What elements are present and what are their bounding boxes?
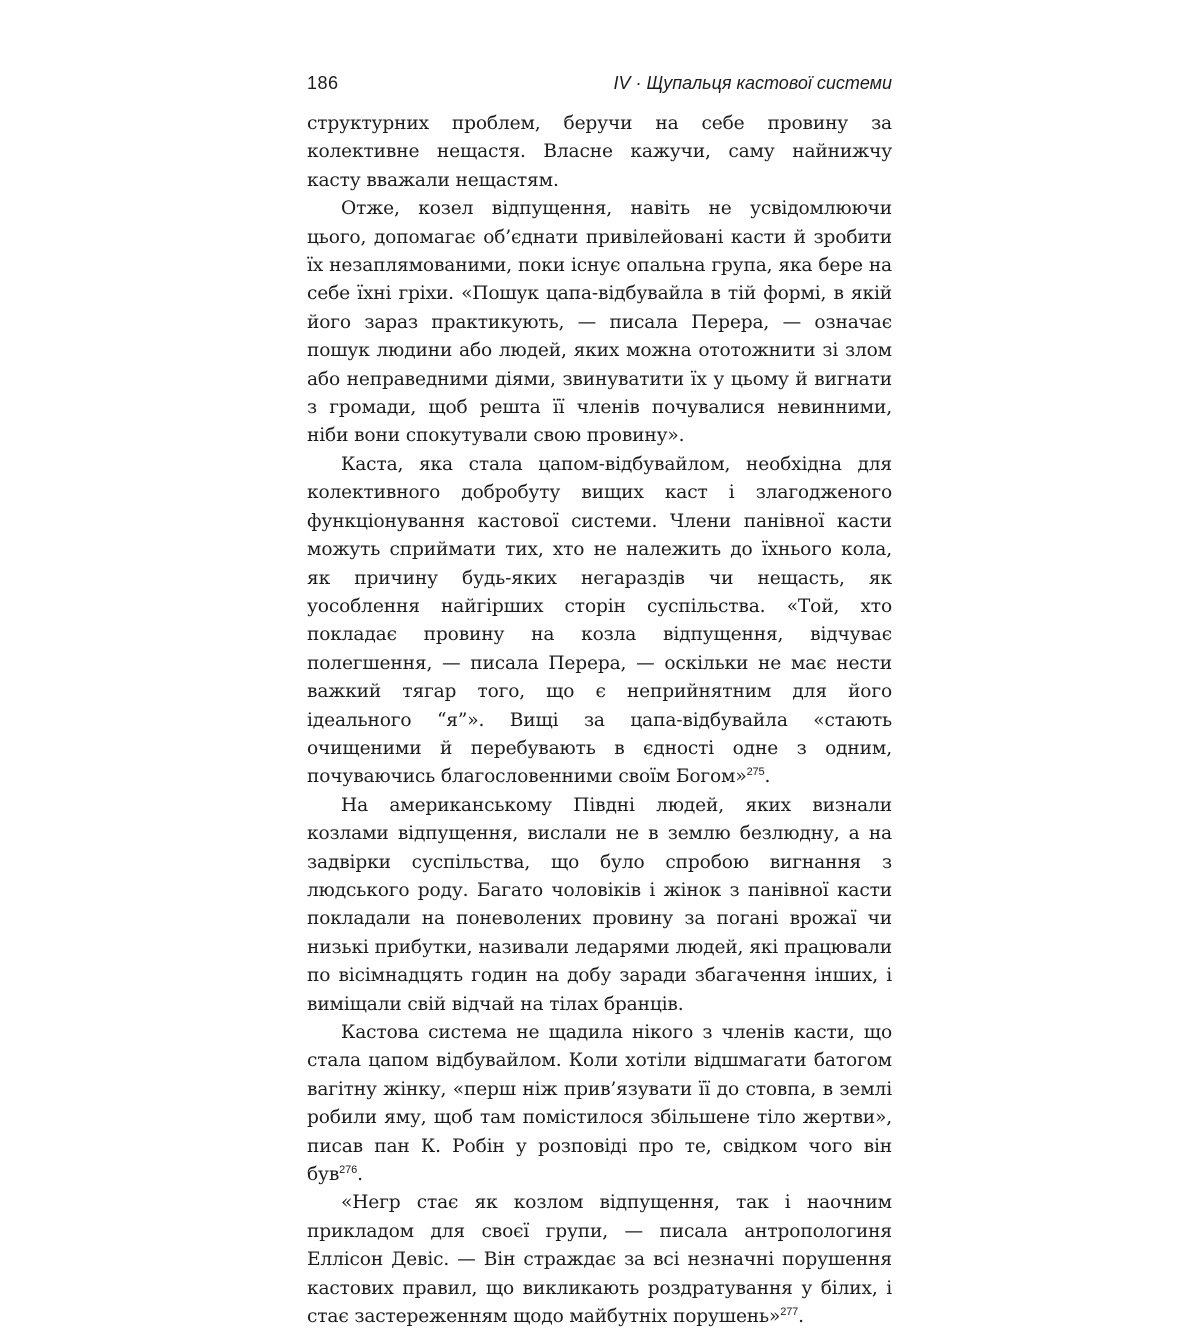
footnote-marker: 275 (746, 766, 765, 779)
paragraph-tail: . (798, 1306, 804, 1328)
paragraph-text: На американському Півдні людей, яких визнали козлами відпущення, вислали не в землю безлюдну, а на задвірки суспільства, що було спробою вигнання з людського роду. Багато чоловіків і жінок з панівної касти покладали на поневолених провину за погані врожаї чи низькі прибутки, називали ледарями людей, які працювали по вісімнадцять годин на добу заради збагачення інших, і виміщали свій відчай на тілах бранців. (307, 794, 892, 1015)
paragraph-text: «Негр стає як козлом відпущення, так і наочним прикладом для своєї групи, — писала антропологиня Еллісон Девіс. — Він страждає за всі незначні порушення кастових правил, що викликають роздратування у білих, і стає застереженням щодо майбутніх порушень» (307, 1192, 892, 1328)
paragraph-tail: . (764, 766, 771, 788)
chapter-title: IV · Щупальця кастової системи (613, 73, 892, 93)
paragraph-tail: . (357, 1164, 363, 1186)
paragraph (307, 1189, 892, 1331)
paragraph-text: Отже, козел відпущення, навіть не усвідомлюючи цього, допомагає об’єднати привілейовані касти й зробити їх незаплямованими, поки існує опальна група, яка бере на себе їхні гріхи. «Пошук цапа-відбувайла в тій формі, в якій його зараз практикують, — писала Перера, — означає пошук людини або людей, яких можна ототожнити зі злом або неправедними діями, звинуватити їх у цьому й вигнати з громади, щоб решта її членів почувалися невинними, ніби вони спокутували свою провину». (307, 198, 892, 447)
paragraph-text: структурних проблем, беручи на себе провину за колективне нещастя. Власне кажучи, саму найнижчу касту вважали нещастям. (307, 113, 892, 191)
paragraph-text: Кастова система не щадила нікого з членів касти, що стала цапом відбувайлом. Коли хотіли відшмагати батогом вагітну жінку, «перш ніж прив’язувати її до стовпа, в землі робили яму, щоб там помістилося збільшене тіло жертви», писав пан К. Робін у розповіді про те, свідком чого він був (307, 1022, 892, 1186)
paragraph (307, 195, 892, 451)
paragraph-text: Каста, яка стала цапом-відбувайлом, необхідна для колективного добробуту вищих каст і злагодженого функціонування кастової системи. Члени панівної касти можуть сприймати тих, хто не належить до їхнього кола, як причину будь-яких негараздів чи нещасть, як уособлення найгірших сторін суспільства. «Той, хто покладає провину на козла відпущення, відчуває полегшення, — писала Перера, — оскільки не має нести важкий тягар того, що є неприйнятним для його ідеального “я”». Вищі за цапа-відбувайла «стають очищеними й перебувають в єдності одне з одним, почуваючись благословенними своїм Богом» (307, 453, 892, 788)
paragraph (307, 110, 892, 195)
body-text (307, 110, 892, 1331)
paragraph (307, 792, 892, 1019)
footnote-marker: 276 (339, 1163, 358, 1176)
paragraph (307, 1019, 892, 1189)
footnote-marker: 277 (780, 1305, 799, 1318)
paragraph (307, 451, 892, 792)
page-number: 186 (307, 73, 339, 93)
running-head (307, 64, 892, 94)
